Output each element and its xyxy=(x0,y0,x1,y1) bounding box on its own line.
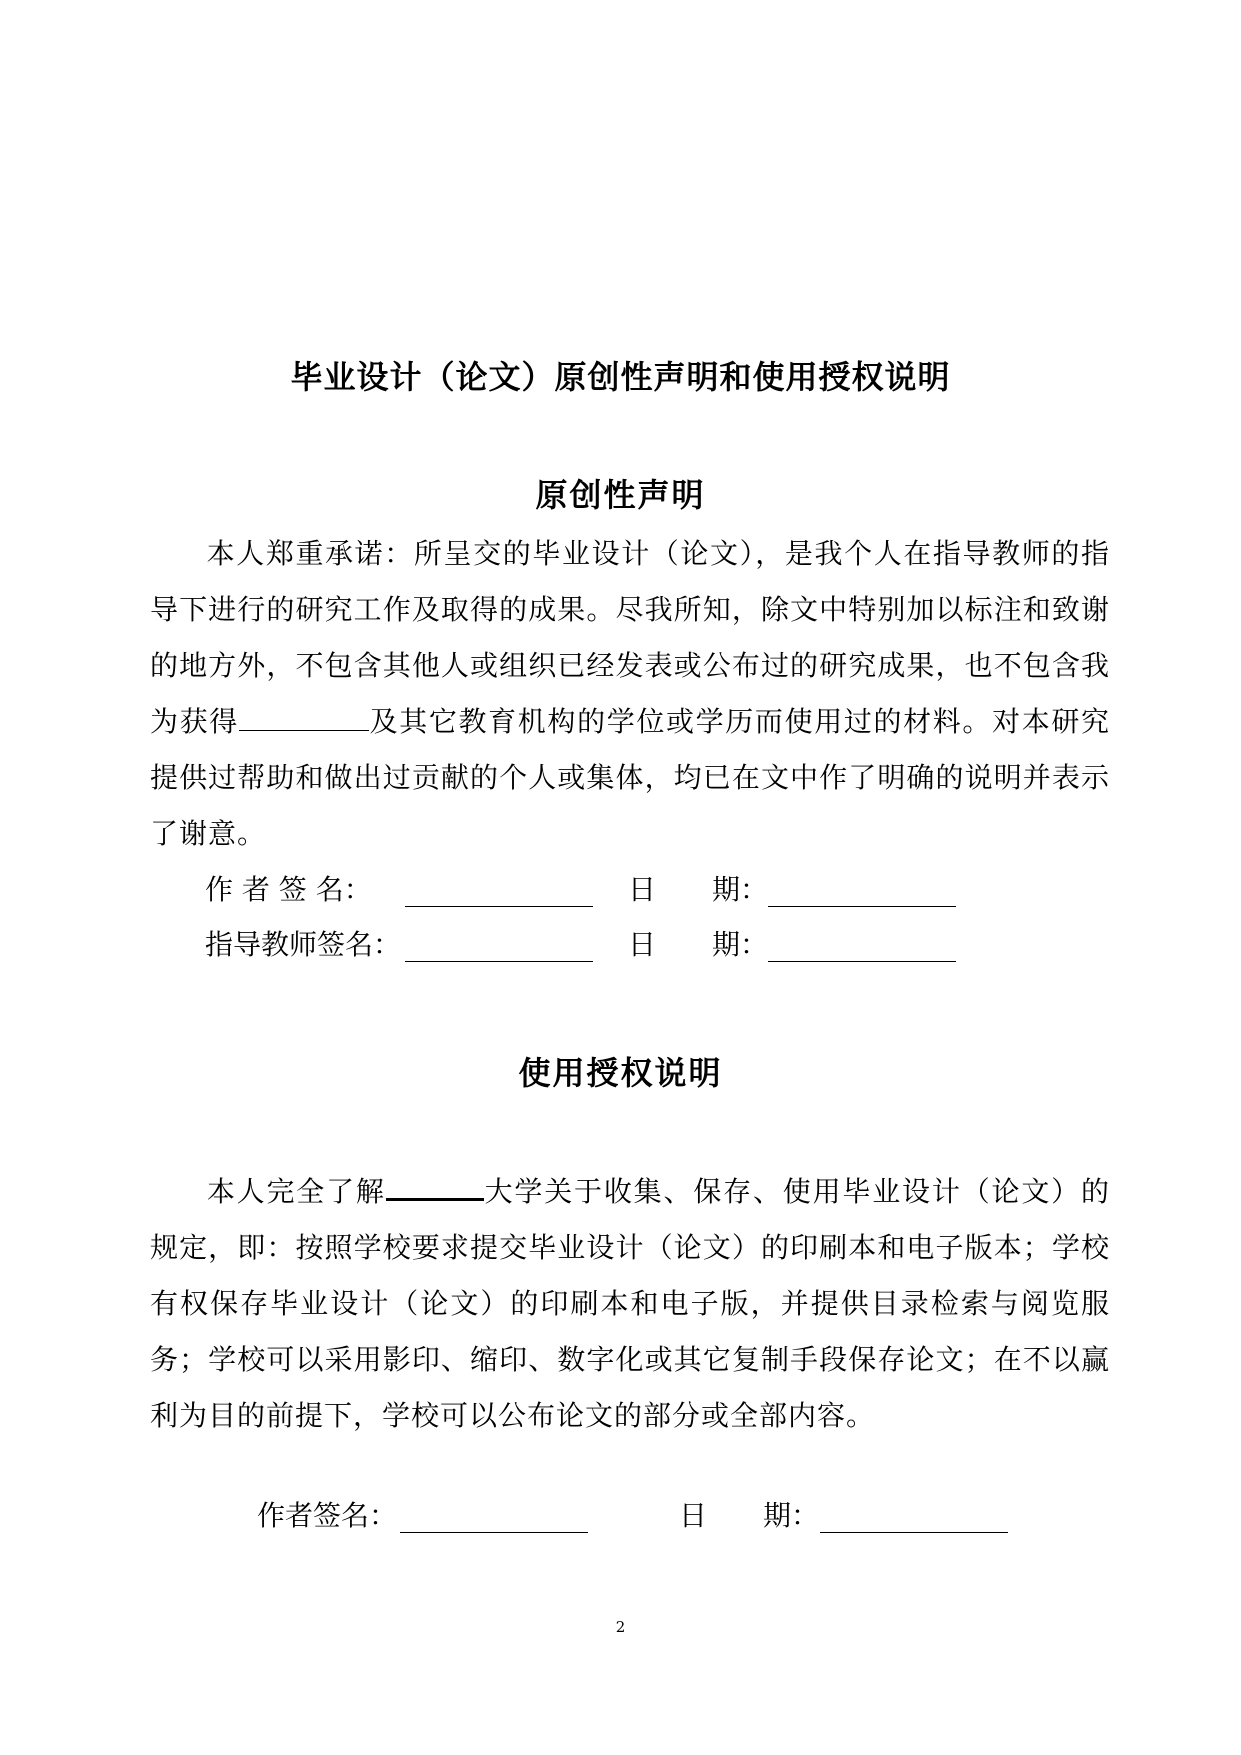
date-label-char-2: 期： xyxy=(763,1499,820,1532)
author-signature-line xyxy=(405,906,593,907)
originality-text-part1: 本人郑重承诺：所呈交的毕业设计（论文），是我个人在指导教师的指导下进行的研究工作及取得的成果。尽我所知，除文中特别加以标注和致谢的地方外，不包含其他人或组织已经发表或公布过的研究成果，也不包含我为获得 xyxy=(150,537,1110,738)
authorization-signature-line xyxy=(400,1532,588,1533)
advisor-date-line xyxy=(768,961,956,962)
authorization-paragraph xyxy=(150,1164,1110,1444)
institution-blank xyxy=(239,708,369,731)
authorization-text-part2: 大学关于收集、保存、使用毕业设计（论文）的规定，即：按照学校要求提交毕业设计（论文）的印刷本和电子版本；学校有权保存毕业设计（论文）的印刷本和电子版，并提供目录检索与阅览服务；学校可以采用影印、缩印、数字化或其它复制手段保存论文；在不以赢利为目的前提下，学校可以公布论文的部分或全部内容。 xyxy=(150,1175,1110,1432)
date-label-char-1: 日 xyxy=(628,873,657,906)
author-signature-label: 作 者 签 名： xyxy=(205,873,372,906)
authorization-heading: 使用授权说明 xyxy=(518,1054,723,1092)
advisor-signature-label: 指导教师签名： xyxy=(205,928,402,961)
advisor-signature-row xyxy=(0,925,1241,965)
authorization-signature-label: 作者签名： xyxy=(257,1499,398,1532)
author-date-line xyxy=(768,906,956,907)
originality-heading: 原创性声明 xyxy=(535,476,706,514)
originality-paragraph xyxy=(150,526,1110,862)
university-blank xyxy=(386,1176,484,1201)
date-label-char-1: 日 xyxy=(679,1499,708,1532)
date-label-char-1: 日 xyxy=(628,928,657,961)
authorization-text-part1: 本人完全了解 xyxy=(206,1175,386,1208)
authorization-date-line xyxy=(820,1532,1008,1533)
page-number: 2 xyxy=(615,1618,626,1636)
advisor-signature-line xyxy=(405,961,593,962)
authorization-signature-row xyxy=(0,1496,1241,1536)
date-label-char-2: 期： xyxy=(712,873,769,906)
author-signature-row xyxy=(0,870,1241,910)
originality-text-part2: 及其它教育机构的学位或学历而使用过的材料。对本研究提供过帮助和做出过贡献的个人或集体，均已在文中作了明确的说明并表示了谢意。 xyxy=(150,705,1110,850)
page-title: 毕业设计（论文）原创性声明和使用授权说明 xyxy=(290,358,951,396)
date-label-char-2: 期： xyxy=(712,928,769,961)
